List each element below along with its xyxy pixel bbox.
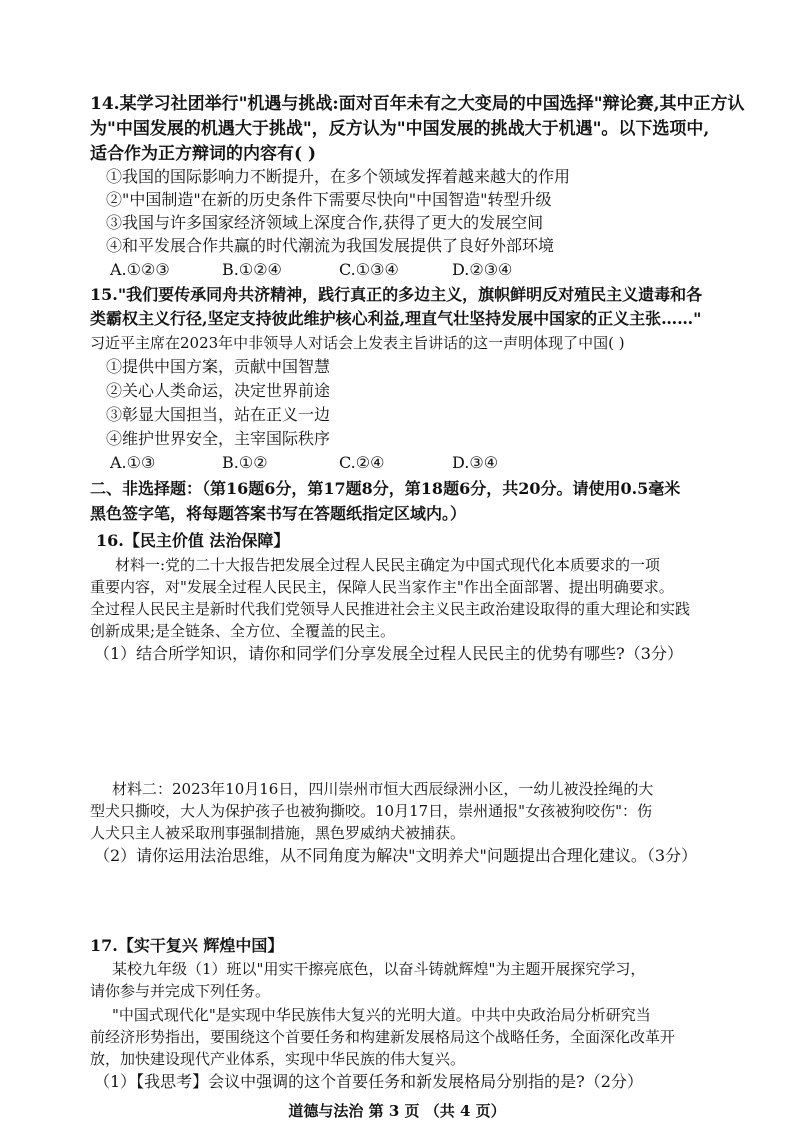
q14-item-1: ①我国的国际影响力不断提升，在多个领域发挥着越来越大的作用	[106, 167, 571, 186]
q16-material1-line1: 材料一:党的二十大报告把发展全过程人民民主确定为中国式现代化本质要求的一项	[115, 556, 661, 574]
page-footer: 道德与法治 第 3 页 （共 4 页）	[288, 1102, 506, 1120]
q14-option-d: D.②③④	[452, 260, 513, 279]
q15-item-3: ③彰显大国担当，站在正义一边	[106, 405, 331, 424]
q15-option-d: D.③④	[452, 453, 499, 472]
q17-intro-line2: 请你参与并完成下列任务。	[90, 982, 271, 1000]
q15-option-c: C.②④	[339, 453, 385, 472]
q15-stem-line3: 习近平主席在2023年中非领导人对话会上发表主旨讲话的这一声明体现了中国( )	[90, 334, 625, 352]
q15-item-1: ①提供中国方案，贡献中国智慧	[106, 357, 331, 376]
q16-material1-line4: 创新成果;是全链条、全方位、全覆盖的民主。	[90, 622, 396, 640]
q16-title: 16.【民主价值 法治保障】	[96, 531, 290, 550]
q14-stem-line2: 为"中国发展的机遇大于挑战"，反方认为"中国发展的挑战大于机遇"。以下选项中,	[90, 119, 710, 139]
q17-material-line3: 放，加快建设现代产业体系，实现中华民族的伟大复兴。	[90, 1050, 466, 1068]
q16-answer-space1	[90, 668, 730, 768]
section2-header-line2: 黑色签字笔，将每题答案书写在答题纸指定区域内。）	[90, 504, 467, 523]
q14-stem-line3: 适合作为正方辩词的内容有( )	[90, 144, 317, 164]
q14-item-4: ④和平发展合作共赢的时代潮流为我国发展提供了良好外部环境	[106, 236, 555, 255]
q14-option-c: C.①③④	[339, 260, 399, 279]
q14-item-3: ③我国与许多国家经济领域上深度合作,获得了更大的发展空间	[106, 213, 544, 232]
q15-stem-line2: 类霸权主义行径,坚定支持彼此维护核心利益,理直气壮坚持发展中国家的正义主张……"	[90, 309, 702, 328]
q16-material1-line3: 全过程人民民主是新时代我们党领导人民推进社会主义民主政治建设取得的重大理论和实践	[90, 600, 691, 618]
q16-material2-line3: 人犬只主人被采取刑事强制措施，黑色罗威纳犬被捕获。	[90, 824, 466, 842]
q15-item-4: ④维护世界安全，主宰国际秩序	[106, 429, 331, 448]
q16-material2-line2: 型犬只撕咬，大人为保护孩子也被狗撕咬。10月17日，崇州通报"女孩被狗咬伤"：伤	[90, 802, 652, 820]
q17-material-line1: "中国式现代化"是实现中华民族伟大复兴的光明大道。中共中央政治局分析研究当	[112, 1006, 651, 1024]
q16-material1-line2: 重要内容，对"发展全过程人民民主，保障人民当家作主"作出全面部署、提出明确要求。	[90, 578, 674, 596]
q15-option-b: B.①②	[222, 453, 268, 472]
q17-question1: （1）【我思考】会议中强调的这个首要任务和新发展格局分别指的是?（2分）	[94, 1072, 643, 1091]
section2-header-line1: 二、非选择题：（第16题6分，第17题8分，第18题6分，共20分。请使用0.5毫米	[90, 479, 681, 498]
q17-title: 17.【实干复兴 辉煌中国】	[90, 936, 284, 955]
q17-intro-line1: 某校九年级（1）班以"用实干擦亮底色，以奋斗铸就辉煌"为主题开展探究学习，	[112, 960, 646, 978]
q16-material2-line1: 材料二：2023年10月16日，四川崇州市恒大西辰绿洲小区，一幼儿被没拴绳的大	[112, 780, 654, 798]
q14-option-a: A.①②③	[110, 260, 170, 279]
q14-option-b: B.①②④	[222, 260, 282, 279]
q16-question1: （1）结合所学知识，请你和同学们分享发展全过程人民民主的优势有哪些?（3分）	[94, 644, 683, 663]
q16-question2: （2）请你运用法治思维，从不同角度为解决"文明养犬"问题提出合理化建议。（3分）	[94, 846, 698, 865]
q16-answer-space2	[90, 870, 730, 930]
q14-stem-line1: 14.某学习社团举行"机遇与挑战:面对百年未有之大变局的中国选择"辩论赛,其中正方认	[90, 94, 745, 114]
q15-stem-line1: 15."我们要传承同舟共济精神，践行真正的多边主义，旗帜鲜明反对殖民主义遗毒和各	[90, 285, 703, 304]
q15-item-2: ②关心人类命运，决定世界前途	[106, 381, 331, 400]
q17-material-line2: 前经济形势指出，要围绕这个首要任务和构建新发展格局这个战略任务，全面深化改革开	[90, 1028, 676, 1046]
q15-option-a: A.①③	[110, 453, 156, 472]
q14-item-2: ②"中国制造"在新的历史条件下需要尽快向"中国智造"转型升级	[106, 190, 552, 209]
